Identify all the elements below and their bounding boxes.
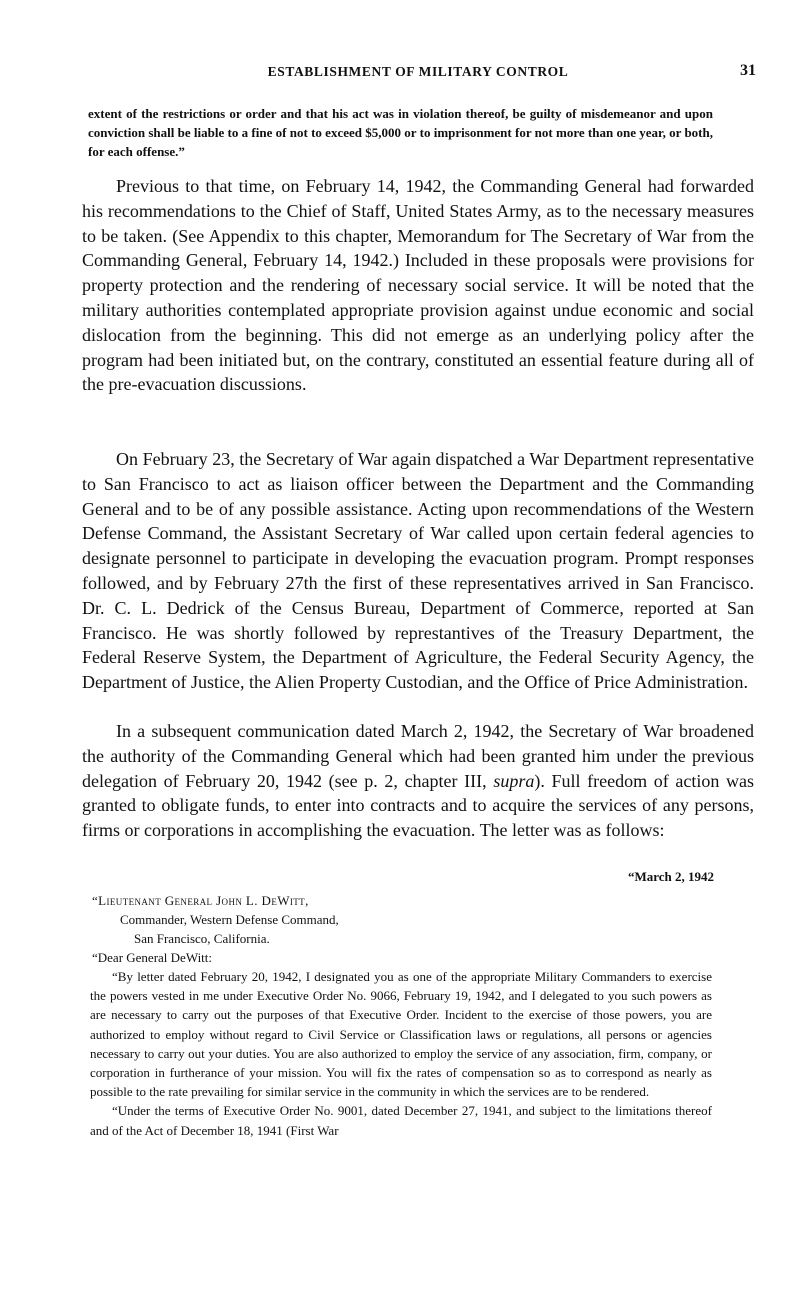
letter-paragraph: “By letter dated February 20, 1942, I designated you as one of the appropriate Military Commanders to exercise the powers vested in me under Executive Order No. 9066, February 19, 1942, and I delegated to you such powers as are necessary to carry out the purposes of that Executive Order. Incident to the exercise of those powers, you are authorized to employ without regard to Civil Service or Classification laws or regulations, all persons or agencies necessary to carry out your duties. You are also authorized to employ the service of any association, firm, company, or corporation in furtherance of your mission. You will fix the rates of compensation so as to correspond as nearly as possible to the rate prevailing for similar service in the community in which the services are to be rendered.: [90, 969, 712, 1100]
paragraph-march-2-letter: [82, 719, 754, 843]
letter-body: [90, 967, 712, 1140]
letter-addressee-title: Commander, Western Defense Command,: [120, 912, 339, 927]
running-head: [80, 63, 756, 83]
letter-addressee-location: San Francisco, California.: [134, 931, 270, 946]
letter-salutation: “Dear General DeWitt:: [92, 950, 213, 965]
letter-addressee: “Lieutenant General John L. DeWitt,: [92, 893, 309, 908]
letter-paragraph: “Under the terms of Executive Order No. 9001, dated December 27, 1941, and subject to the limitations thereof and of the Act of December 18, 1941 (First War: [90, 1103, 712, 1138]
page-number: 31: [740, 62, 756, 79]
paragraph-march-2-text-after: ). Full freedom of action was granted to obligate funds, to enter into contracts and to acquire the services of any persons, firms or corporations in accomplishing the evacuation. The letter was as follows:: [82, 770, 754, 841]
running-head-title: ESTABLISHMENT OF MILITARY CONTROL: [267, 64, 569, 79]
paragraph-march-2-text-before: In a subsequent communication dated March 2, 1942, the Secretary of War broadened the authority of the Commanding General which had been granted him under the previous delegation of February 20, 1942 (see p. 2, chapter III,: [82, 721, 754, 791]
paragraph-liaison-officer: On February 23, the Secretary of War again dispatched a War Department representative to San Francisco to act as liaison officer between the Department and the Commanding General and to be of any possible assistance. Acting upon recommendations of the Western Defense Command, the Assistant Secretary of War called upon certain federal agencies to designate personnel to participate in developing the evacuation program. Prompt responses followed, and by February 27th the first of these representatives arrived in San Francisco. Dr. C. L. Dedrick of the Census Bureau, Department of Commerce, reported at San Francisco. He was shortly followed by represtantives of the Treasury Department, the Federal Reserve System, the Department of Agriculture, the Federal Security Agency, the Department of Justice, the Alien Property Custodian, and the Office of Price Administration.: [82, 449, 754, 693]
paragraph-commanding-general-recommendations: Previous to that time, on February 14, 1942, the Commanding General had forwarded his recommendations to the Chief of Staff, United States Army, as to the necessary measures to be taken. (See Appendix to this chapter, Memorandum for The Secretary of War from the Commanding General, February 14, 1942.) Included in these proposals were provisions for property protection and the rendering of necessary social service. It will be noted that the military authorities contemplated appropriate provision against undue economic and social dislocation from the beginning. This did not emerge as an underlying policy after the program had been initiated but, on the contrary, constituted an essential feature during all of the pre-evacuation discussions.: [82, 176, 754, 395]
supra-italic: supra: [493, 770, 535, 791]
letter-date: “March 2, 1942: [627, 869, 714, 884]
quoted-statute-end: extent of the restrictions or order and that his act was in violation thereof, be guilty of misdemeanor and upon conviction shall be liable to a fine of not to exceed $5,000 or to imprisonment for not more than one year, or both, for each offense.”: [88, 106, 713, 159]
